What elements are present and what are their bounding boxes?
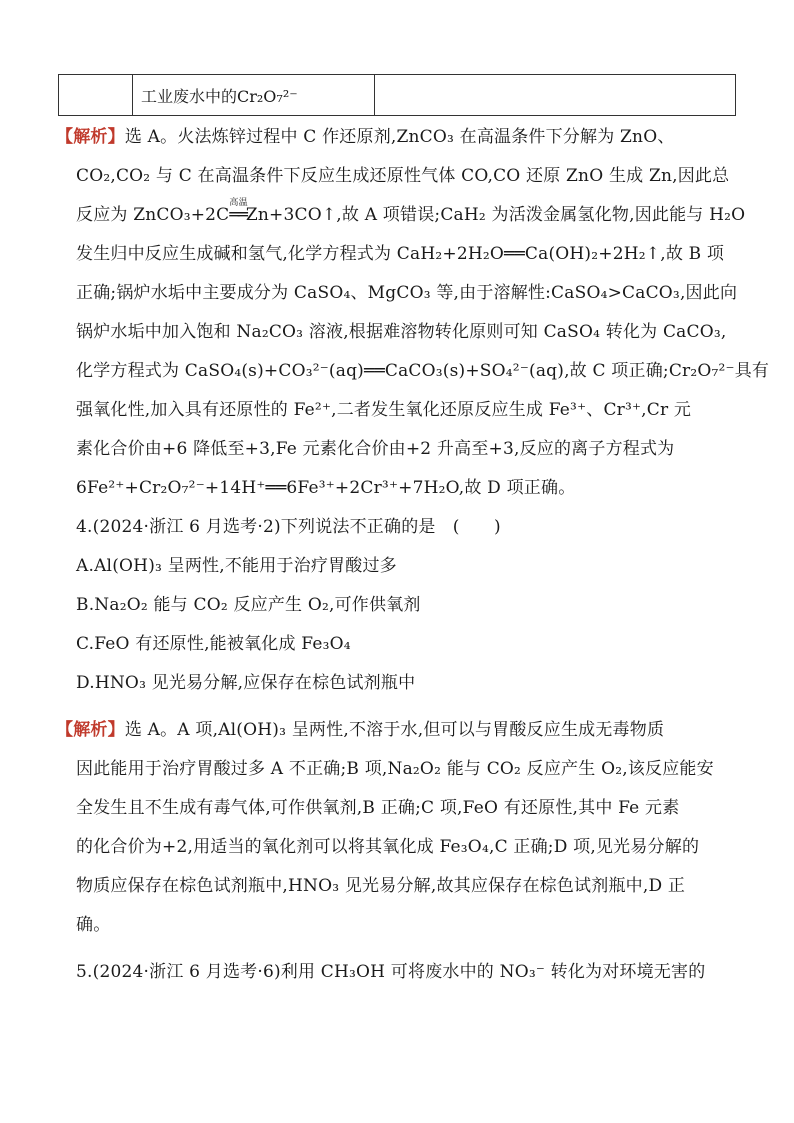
question-4-stem: 4.(2024·浙江 6 月选考·2)下列说法不正确的是 ( ) xyxy=(76,517,501,537)
q3-analysis-line-8: 强氧化性,加入具有还原性的 Fe²⁺,二者发生氧化还原反应生成 Fe³⁺、Cr³⁺,Cr 元 xyxy=(76,400,692,420)
q3-analysis-line-7: 化学方程式为 CaSO₄(s)+CO₃²⁻(aq)══CaCO₃(s)+SO₄²⁻(aq),故 C 项正确;Cr₂O₇²⁻具有 xyxy=(76,361,770,381)
answer-table xyxy=(58,74,736,116)
equation-right: Zn+3CO↑,故 A 项错误;CaH₂ 为活泼金属氢化物,因此能与 H₂O xyxy=(245,205,746,225)
q3-analysis-line-10: 6Fe²⁺+Cr₂O₇²⁻+14H⁺══6Fe³⁺+2Cr³⁺+7H₂O,故 D 项正确。 xyxy=(76,478,576,498)
table-cell-empty xyxy=(59,75,133,116)
q3-analysis-line-1 xyxy=(56,125,726,149)
table-cell-substance: 工业废水中的Cr₂O₇²⁻ xyxy=(133,75,375,116)
q3-analysis-line-2: CO₂,CO₂ 与 C 在高温条件下反应生成还原性气体 CO,CO 还原 ZnO 生成 Zn,因此总 xyxy=(76,166,730,186)
q4-analysis-line-2: 因此能用于治疗胃酸过多 A 不正确;B 项,Na₂O₂ 能与 CO₂ 反应产生 O₂,该反应能安 xyxy=(76,759,714,779)
q3-analysis-line-3 xyxy=(76,198,746,227)
q4-analysis-line-4: 的化合价为+2,用适当的氧化剂可以将其氧化成 Fe₃O₄,C 正确;D 项,见光易分解的 xyxy=(76,837,700,857)
question-4-option-b: B.Na₂O₂ 能与 CO₂ 反应产生 O₂,可作供氧剂 xyxy=(76,595,421,615)
q4-analysis-line-6: 确。 xyxy=(76,915,111,935)
analysis-tag: 【解析】 xyxy=(56,720,125,740)
table-cell-blank xyxy=(375,75,736,116)
analysis-text: 选 A。火法炼锌过程中 C 作还原剂,ZnCO₃ 在高温条件下分解为 ZnO、 xyxy=(124,127,675,147)
q4-analysis-line-1 xyxy=(56,718,726,742)
question-4-option-c: C.FeO 有还原性,能被氧化成 Fe₃O₄ xyxy=(76,634,351,654)
analysis-text: 选 A。A 项,Al(OH)₃ 呈两性,不溶于水,但可以与胃酸反应生成无毒物质 xyxy=(124,720,665,740)
question-4-option-d: D.HNO₃ 见光易分解,应保存在棕色试剂瓶中 xyxy=(76,673,416,693)
reaction-arrow: 高温 ══ xyxy=(229,203,245,227)
q3-analysis-line-6: 锅炉水垢中加入饱和 Na₂CO₃ 溶液,根据难溶物转化原则可知 CaSO₄ 转化为 CaCO₃, xyxy=(76,322,727,342)
q3-analysis-line-4: 发生归中反应生成碱和氢气,化学方程式为 CaH₂+2H₂O══Ca(OH)₂+2H₂↑,故 B 项 xyxy=(76,244,725,264)
equation-left: 反应为 ZnCO₃+2C xyxy=(76,205,230,225)
analysis-tag: 【解析】 xyxy=(56,127,125,147)
q3-analysis-line-9: 素化合价由+6 降低至+3,Fe 元素化合价由+2 升高至+3,反应的离子方程式为 xyxy=(76,439,675,459)
q3-analysis-line-5: 正确;锅炉水垢中主要成分为 CaSO₄、MgCO₃ 等,由于溶解性:CaSO₄>CaCO₃,因此向 xyxy=(76,283,738,303)
question-5-stem: 5.(2024·浙江 6 月选考·6)利用 CH₃OH 可将废水中的 NO₃⁻ 转化为对环境无害的 xyxy=(76,962,706,982)
q4-analysis-line-3: 全发生且不生成有毒气体,可作供氧剂,B 正确;C 项,FeO 有还原性,其中 Fe 元素 xyxy=(76,798,680,818)
question-4-option-a: A.Al(OH)₃ 呈两性,不能用于治疗胃酸过多 xyxy=(76,556,397,576)
table-row xyxy=(59,75,736,116)
q4-analysis-line-5: 物质应保存在棕色试剂瓶中,HNO₃ 见光易分解,故其应保存在棕色试剂瓶中,D 正 xyxy=(76,876,686,896)
reaction-condition: 高温 xyxy=(229,198,248,208)
